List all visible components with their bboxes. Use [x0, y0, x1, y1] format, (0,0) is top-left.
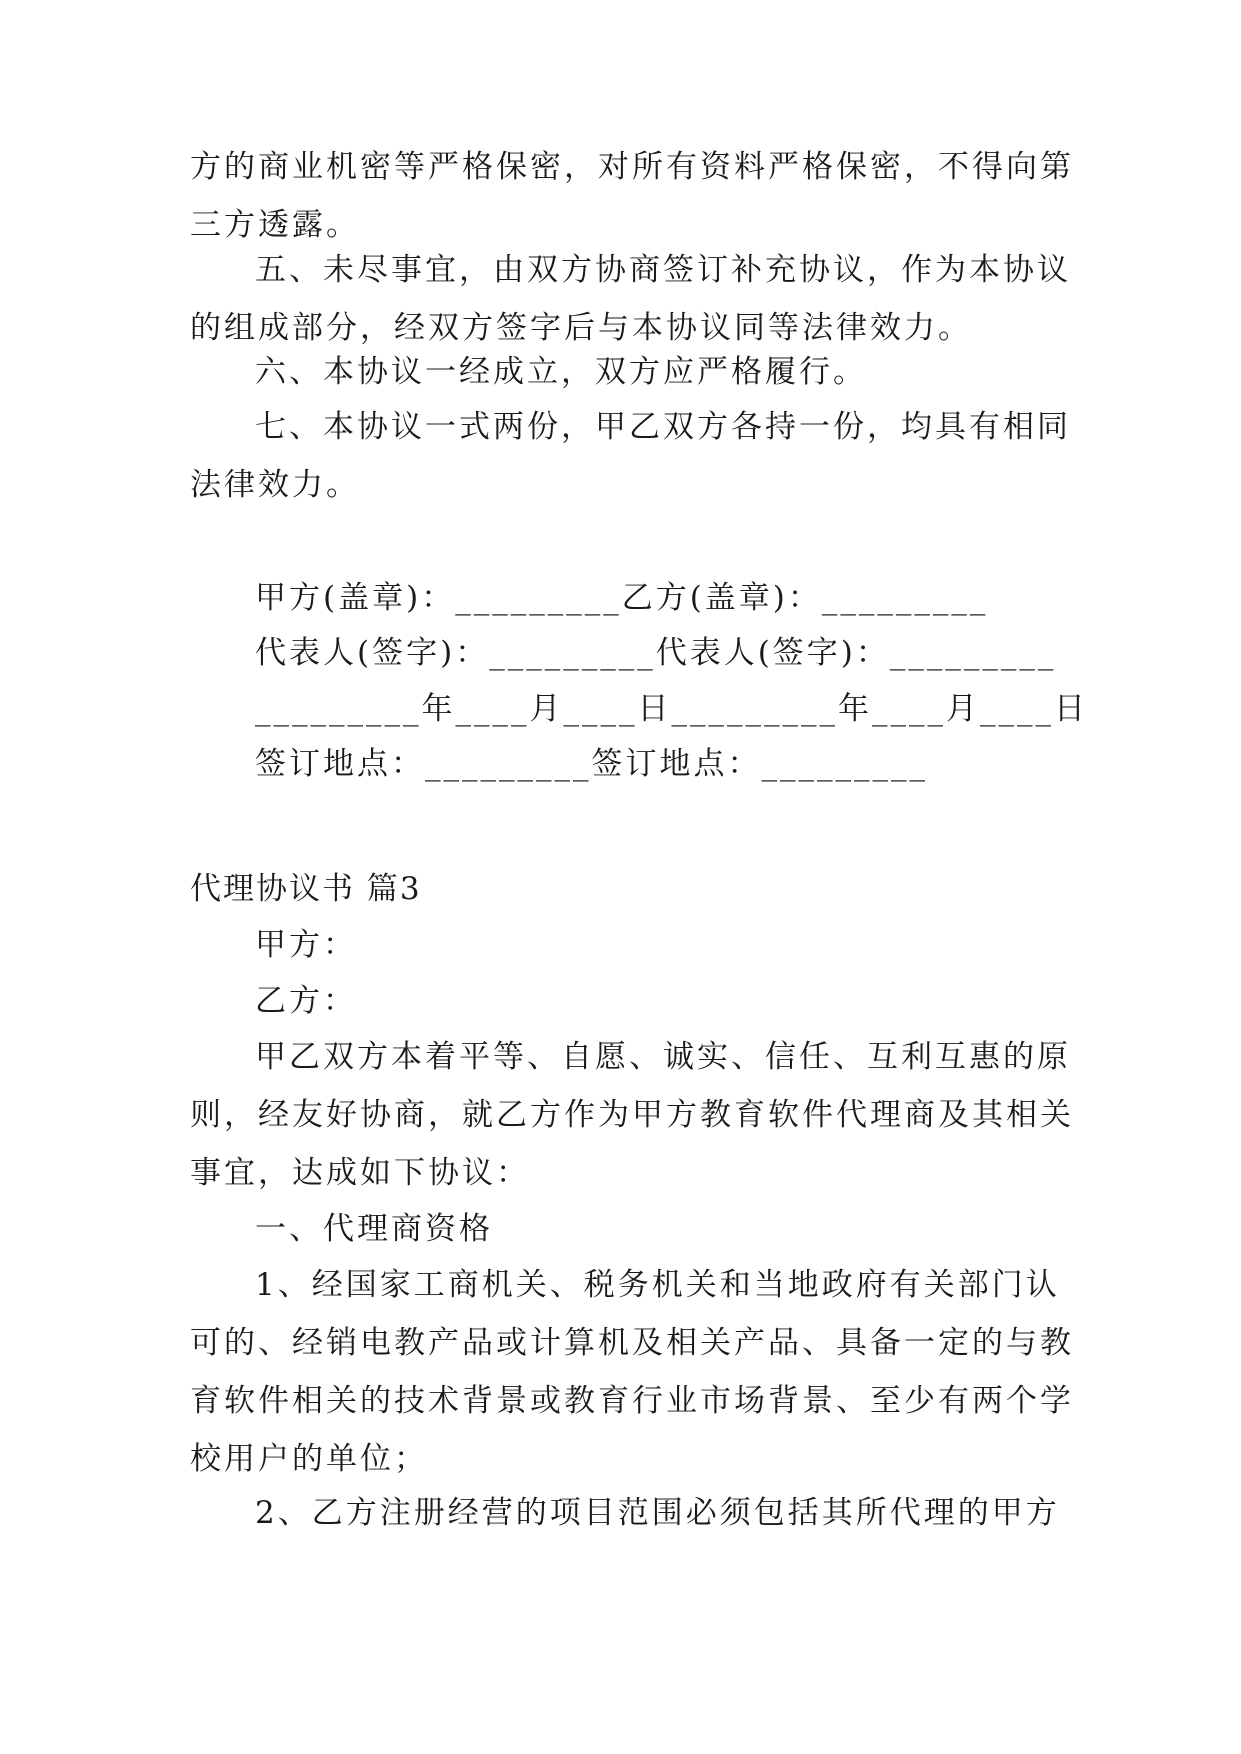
paragraph-line: 法律效力。 [190, 467, 360, 503]
paragraph-line: 甲乙双方本着平等、自愿、诚实、信任、互利互惠的原 [255, 1039, 1071, 1075]
signature-block [255, 624, 1055, 682]
paragraph-line: 1、经国家工商机关、税务机关和当地政府有关部门认 [255, 1267, 1060, 1303]
sign-seal-line: 甲方(盖章)：_________乙方(盖章)：_________ [255, 580, 989, 616]
party-a [255, 916, 1055, 974]
paragraph-line: 五、未尽事宜，由双方协商签订补充协议，作为本协议 [255, 252, 1071, 288]
item-2 [190, 1484, 1060, 1542]
clause-6 [255, 343, 1055, 401]
paragraph-line: 方的商业机密等严格保密，对所有资料严格保密，不得向第 [190, 149, 1074, 185]
paragraph-line: 事宜，达成如下协议： [190, 1155, 530, 1191]
sign-representative-line: 代表人(签字)：_________代表人(签字)：_________ [255, 635, 1057, 671]
paragraph-line: 可的、经销电教产品或计算机及相关产品、具备一定的与教 [190, 1325, 1074, 1361]
item-1 [190, 1256, 1074, 1488]
party-a-label: 甲方： [255, 927, 357, 963]
section-title [190, 860, 1052, 918]
paragraph-line: 则，经友好协商，就乙方作为甲方教育软件代理商及其相关 [190, 1097, 1074, 1133]
sign-date-line: _________年____月____日_________年____月____日 [255, 691, 1088, 727]
paragraph-line: 三方透露。 [190, 207, 360, 243]
paragraph-line: 校用户的单位； [190, 1441, 428, 1477]
clause-5 [190, 241, 1071, 357]
paragraph-line: 七、本协议一式两份，甲乙双方各持一份，均具有相同 [255, 409, 1071, 445]
paragraph-line: 育软件相关的技术背景或教育行业市场背景、至少有两个学 [190, 1383, 1074, 1419]
paragraph-line: 六、本协议一经成立，双方应严格履行。 [255, 354, 867, 390]
continuation-paragraph [190, 138, 1074, 254]
article-1-title [255, 1200, 1055, 1258]
party-b-label: 乙方： [255, 983, 357, 1019]
signature-block [255, 569, 1055, 627]
paragraph-line: 2、乙方注册经营的项目范围必须包括其所代理的甲方 [255, 1495, 1060, 1531]
section-title-text: 代理协议书 篇3 [190, 871, 422, 907]
article-title-text: 一、代理商资格 [255, 1211, 493, 1247]
clause-7 [190, 398, 1071, 514]
paragraph-line: 的组成部分，经双方签字后与本协议同等法律效力。 [190, 310, 972, 346]
preamble-paragraph [190, 1028, 1074, 1202]
party-b [255, 972, 1055, 1030]
sign-place-line: 签订地点：_________签订地点：_________ [255, 746, 928, 782]
signature-block [255, 680, 1088, 738]
signature-block [255, 735, 1055, 793]
